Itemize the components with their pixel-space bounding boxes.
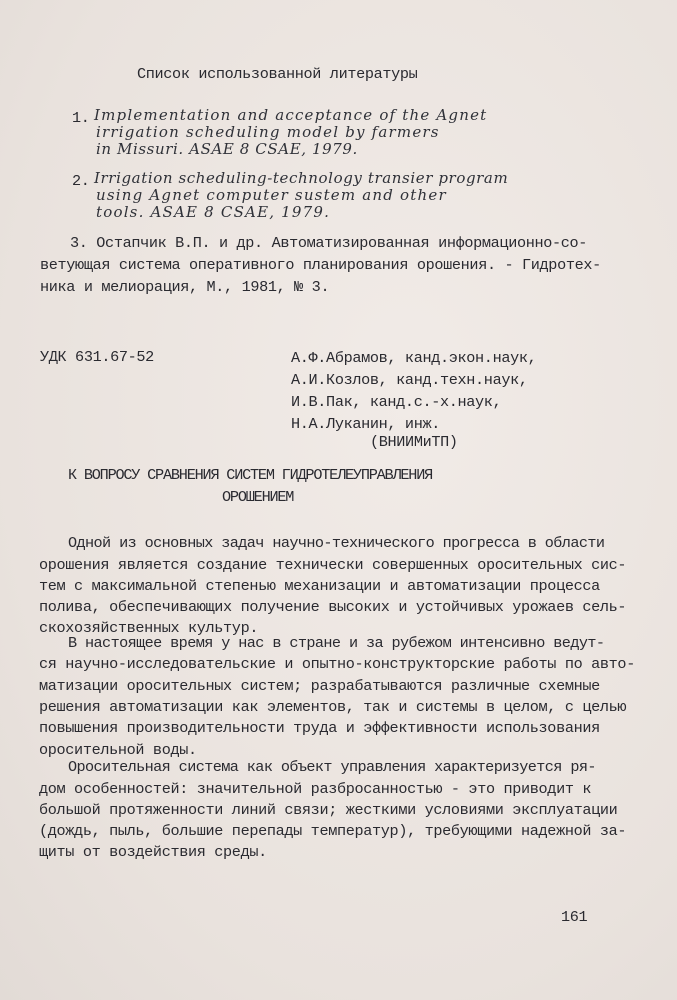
reference-1-line-3: in Missuri. ASAE 8 CSAE, 1979.	[96, 140, 358, 158]
body-line-8: матизации оросительных систем; разрабатываются различные схемные	[39, 677, 600, 695]
body-line-13: дом особенностей: значительной разбросанностью - это приводит к	[39, 780, 592, 798]
reference-2-number: 2.	[72, 172, 90, 190]
author-3: И.В.Пак, канд.с.-х.наук,	[291, 393, 502, 411]
reference-3-line-2: ветующая система оперативного планирования орошения. - Гидротех-	[40, 256, 601, 274]
references-heading: Список использованной литературы	[137, 65, 418, 83]
author-2: А.И.Козлов, канд.техн.наук,	[291, 371, 528, 389]
article-title-line-1: К ВОПРОСУ СРАВНЕНИЯ СИСТЕМ ГИДРОТЕЛЕУПРАВЛЕНИЯ	[68, 466, 433, 484]
reference-2-line-1: Irrigation scheduling-technology transier program	[94, 169, 509, 187]
body-line-11: оросительной воды.	[39, 741, 197, 759]
body-line-4: полива, обеспечивающих получение высоких и устойчивых урожаев сель-	[39, 598, 627, 616]
reference-1-number: 1.	[72, 109, 90, 127]
body-line-6: В настоящее время у нас в стране и за рубежом интенсивно ведут-	[68, 634, 605, 652]
institution: (ВНИИМиТП)	[370, 433, 458, 451]
reference-3-line-3: ника и мелиорация, М., 1981, № 3.	[40, 278, 330, 296]
reference-2-line-2: using Agnet computer sustem and other	[96, 186, 447, 204]
udc-code: УДК 631.67-52	[40, 348, 154, 366]
body-line-10: повышения производительности труда и эффективности использования	[39, 719, 600, 737]
reference-1-line-2: irrigation scheduling model by farmers	[96, 123, 440, 141]
body-line-3: тем с максимальной степенью механизации и автоматизации процесса	[39, 577, 600, 595]
article-title-line-2: ОРОШЕНИЕМ	[222, 488, 294, 506]
body-line-2: орошения является создание технически совершенных оросительных сис-	[39, 556, 627, 574]
body-line-14: большой протяженности линий связи; жесткими условиями эксплуатации	[39, 801, 618, 819]
reference-2-line-3: tools. ASAE 8 CSAE, 1979.	[96, 203, 331, 221]
page-number: 161	[561, 908, 588, 926]
body-line-7: ся научно-исследовательские и опытно-конструкторские работы по авто-	[39, 655, 635, 673]
body-line-16: щиты от воздействия среды.	[39, 843, 267, 861]
body-line-1: Одной из основных задач научно-технического прогресса в области	[68, 534, 605, 552]
author-4: Н.А.Луканин, инж.	[291, 415, 440, 433]
reference-1-line-1: Implementation and acceptance of the Agnet	[94, 106, 488, 124]
body-line-5: скохозяйственных культур.	[39, 619, 259, 637]
body-line-9: решения автоматизации как элементов, так и системы в целом, с целью	[39, 698, 627, 716]
body-line-12: Оросительная система как объект управления характеризуется ря-	[68, 758, 596, 776]
body-line-15: (дождь, пыль, большие перепады температур), требующими надежной за-	[39, 822, 627, 840]
author-1: А.Ф.Абрамов, канд.экон.наук,	[291, 349, 537, 367]
reference-3-line-1: 3. Остапчик В.П. и др. Автоматизированная информационно-со-	[70, 234, 588, 252]
